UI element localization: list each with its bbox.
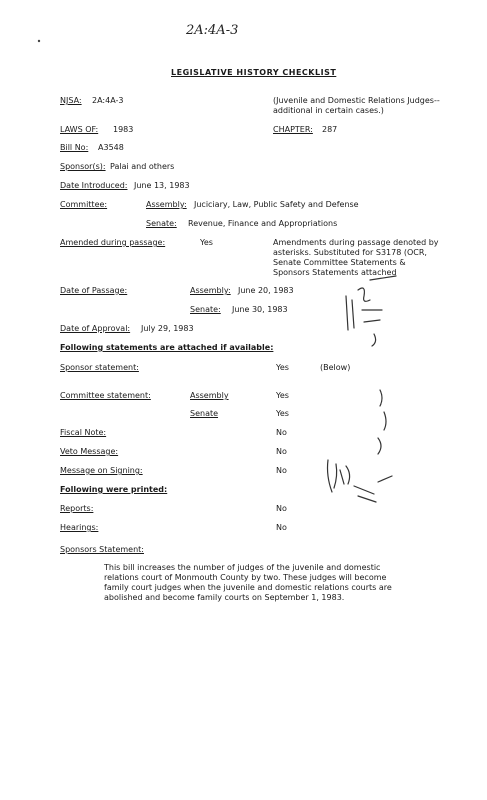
sponsor-statement-label: Sponsor statement: [60,363,139,372]
handwritten-scribble [318,270,398,510]
message-on-signing-value: No [276,466,287,475]
laws-of-label: LAWS OF: [60,125,99,134]
date-of-approval-value: July 29, 1983 [141,324,194,333]
sponsors-label: Sponsor(s): [60,162,106,171]
fiscal-note-label: Fiscal Note: [60,428,107,437]
veto-message-value: No [276,447,287,456]
passage-senate-value: June 30, 1983 [232,305,288,314]
passage-senate-label: Senate: [190,305,221,314]
following-attached-heading: Following statements are attached if available: [60,343,274,352]
date-introduced-value: June 13, 1983 [134,181,190,190]
njsa-note: (Juvenile and Domestic Relations Judges--additional in certain cases.) [273,96,440,115]
committee-statement-senate-label: Senate [190,409,219,418]
committee-assembly-value: Juciciary, Law, Public Safety and Defense [194,200,359,209]
sponsors-statement-text: This bill increases the number of judges of the juvenile and domestic relations court of Monmouth County by two. These judges will become family court judges when the juvenile and domestic relations courts are abolished and become family courts on September 1, 1983. [104,563,392,602]
committee-senate-value: Revenue, Finance and Appropriations [188,219,338,228]
date-of-passage-label: Date of Passage: [60,286,128,295]
hearings-value: No [276,523,287,532]
committee-statement-assembly-label: Assembly [190,391,229,400]
laws-of-value: 1983 [113,125,134,134]
sponsors-statement-heading: Sponsors Statement: [60,545,144,554]
amended-value: Yes [200,238,213,247]
page-title: LEGISLATIVE HISTORY CHECKLIST [171,68,337,77]
sponsor-statement-value: Yes [276,363,289,372]
amended-note: Amendments during passage denoted by asterisks. Substituted for S3178 (OCR, Senate Committee Statements & Sponsors Statements attached [273,238,439,277]
bill-no-value: A3548 [98,143,124,152]
message-on-signing-label: Message on Signing: [60,466,143,475]
committee-statement-label: Committee statement: [60,391,151,400]
amended-label: Amended during passage: [60,238,166,247]
committee-assembly-label: Assembly: [146,200,187,209]
bill-no-label: Bill No: [60,143,89,152]
margin-dot-mark [36,38,42,44]
committee-label: Committee: [60,200,108,209]
sponsor-statement-note: (Below) [320,363,351,372]
sponsors-value: Palai and others [110,162,175,171]
njsa-label: NJSA: [60,96,82,105]
chapter-value: 287 [322,125,338,134]
committee-senate-label: Senate: [146,219,177,228]
passage-assembly-value: June 20, 1983 [238,286,294,295]
hearings-label: Hearings: [60,523,99,532]
following-printed-heading: Following were printed: [60,485,168,494]
committee-statement-assembly-value: Yes [276,391,289,400]
reports-value: No [276,504,287,513]
chapter-label: CHAPTER: [273,125,313,134]
fiscal-note-value: No [276,428,287,437]
date-introduced-label: Date Introduced: [60,181,128,190]
passage-assembly-label: Assembly: [190,286,231,295]
njsa-value: 2A:4A-3 [92,96,124,105]
veto-message-label: Veto Message: [60,447,119,456]
reports-label: Reports: [60,504,94,513]
date-of-approval-label: Date of Approval: [60,324,131,333]
committee-statement-senate-value: Yes [276,409,289,418]
handwritten-reference: 2A:4A-3 [186,23,239,38]
